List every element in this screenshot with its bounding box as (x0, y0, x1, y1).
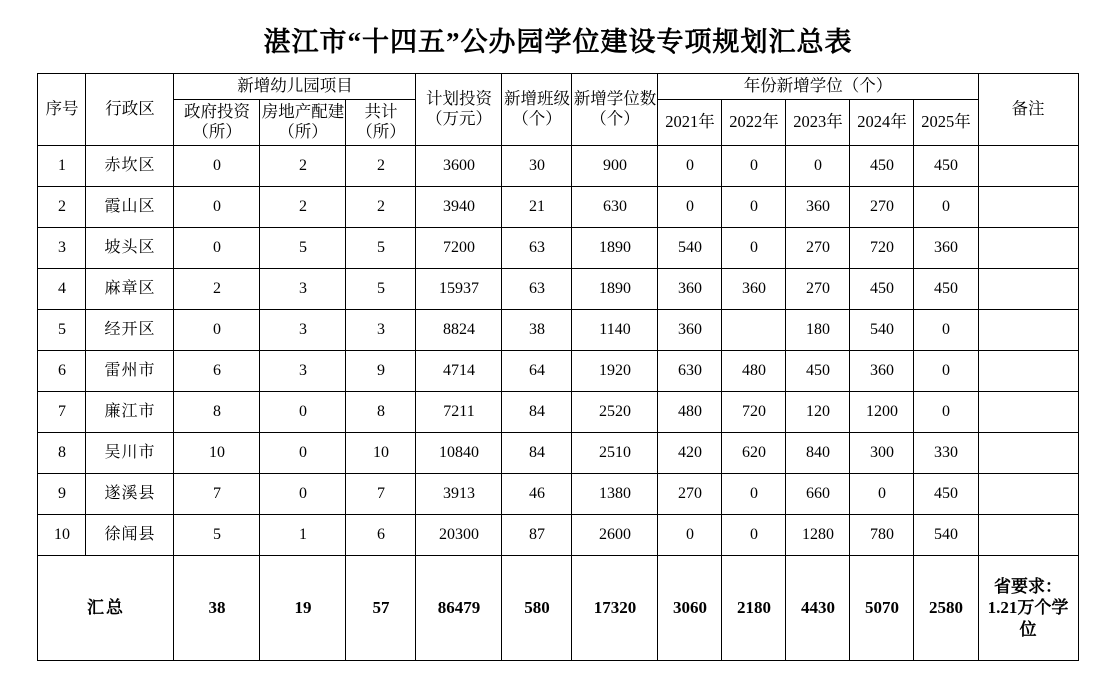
cell-gov: 7 (174, 473, 260, 514)
cell-investment: 15937 (416, 268, 502, 309)
cell-classes: 84 (502, 432, 572, 473)
cell-real-estate: 3 (260, 268, 346, 309)
summary-row (38, 555, 1078, 660)
cell-y2021: 540 (658, 227, 722, 268)
cell-investment: 3940 (416, 186, 502, 227)
table-row (38, 186, 1078, 227)
table-row (38, 309, 1078, 350)
cell-y2025: 0 (914, 309, 978, 350)
cell-gov: 10 (174, 432, 260, 473)
cell-seats: 1380 (572, 473, 658, 514)
cell-y2024: 360 (850, 350, 914, 391)
cell-seq: 2 (38, 186, 86, 227)
cell-investment: 3600 (416, 145, 502, 186)
cell-y2025: 0 (914, 391, 978, 432)
cell-gov: 8 (174, 391, 260, 432)
header-real-estate: 房地产配建（所） (260, 99, 346, 145)
cell-investment: 7200 (416, 227, 502, 268)
summary-subtotal: 57 (346, 555, 416, 660)
cell-y2023: 270 (786, 268, 850, 309)
cell-y2023: 0 (786, 145, 850, 186)
cell-y2024: 540 (850, 309, 914, 350)
cell-remark (978, 309, 1078, 350)
summary-y2021: 3060 (658, 555, 722, 660)
header-seq: 序号 (38, 74, 86, 146)
cell-y2023: 360 (786, 186, 850, 227)
cell-y2025: 450 (914, 145, 978, 186)
cell-y2025: 330 (914, 432, 978, 473)
cell-y2024: 0 (850, 473, 914, 514)
cell-district: 雷州市 (86, 350, 174, 391)
header-y2021: 2021年 (658, 99, 722, 145)
cell-y2023: 120 (786, 391, 850, 432)
header-remark: 备注 (978, 74, 1078, 146)
cell-seats: 1890 (572, 268, 658, 309)
summary-seats: 17320 (572, 555, 658, 660)
table-row (38, 514, 1078, 555)
cell-gov: 5 (174, 514, 260, 555)
cell-y2025: 450 (914, 268, 978, 309)
cell-y2021: 0 (658, 514, 722, 555)
cell-seq: 4 (38, 268, 86, 309)
cell-seats: 1140 (572, 309, 658, 350)
cell-subtotal: 9 (346, 350, 416, 391)
header-district: 行政区 (86, 74, 174, 146)
cell-y2021: 420 (658, 432, 722, 473)
planning-summary-table (37, 73, 1078, 661)
cell-y2021: 0 (658, 186, 722, 227)
cell-real-estate: 0 (260, 473, 346, 514)
cell-remark (978, 145, 1078, 186)
cell-investment: 10840 (416, 432, 502, 473)
cell-y2022 (722, 309, 786, 350)
cell-remark (978, 391, 1078, 432)
cell-real-estate: 0 (260, 391, 346, 432)
cell-gov: 2 (174, 268, 260, 309)
header-planned-investment: 计划投资（万元） (416, 74, 502, 146)
cell-real-estate: 3 (260, 350, 346, 391)
cell-subtotal: 2 (346, 186, 416, 227)
cell-district: 坡头区 (86, 227, 174, 268)
header-gov-investment: 政府投资（所） (174, 99, 260, 145)
cell-district: 霞山区 (86, 186, 174, 227)
cell-y2024: 450 (850, 145, 914, 186)
header-year-group (658, 74, 978, 100)
cell-investment: 8824 (416, 309, 502, 350)
cell-seq: 1 (38, 145, 86, 186)
cell-seq: 9 (38, 473, 86, 514)
cell-classes: 21 (502, 186, 572, 227)
cell-classes: 63 (502, 227, 572, 268)
cell-remark (978, 227, 1078, 268)
cell-y2025: 360 (914, 227, 978, 268)
header-new-kindergarten-group (174, 74, 416, 100)
header-new-classes: 新增班级（个） (502, 74, 572, 146)
header-subtotal: 共计（所） (346, 99, 416, 145)
cell-seq: 6 (38, 350, 86, 391)
cell-seq: 8 (38, 432, 86, 473)
cell-investment: 7211 (416, 391, 502, 432)
cell-y2023: 450 (786, 350, 850, 391)
header-y2025: 2025年 (914, 99, 978, 145)
header-new-kindergarten-group-label: 新增幼儿园项目 (237, 76, 353, 95)
cell-real-estate: 1 (260, 514, 346, 555)
cell-seats: 2510 (572, 432, 658, 473)
summary-y2023: 4430 (786, 555, 850, 660)
cell-subtotal: 7 (346, 473, 416, 514)
cell-subtotal: 3 (346, 309, 416, 350)
cell-classes: 30 (502, 145, 572, 186)
summary-gov: 38 (174, 555, 260, 660)
cell-y2022: 0 (722, 473, 786, 514)
cell-y2022: 0 (722, 145, 786, 186)
cell-investment: 4714 (416, 350, 502, 391)
table-body (38, 145, 1078, 660)
cell-y2023: 270 (786, 227, 850, 268)
cell-y2023: 840 (786, 432, 850, 473)
summary-label: 汇总 (38, 555, 174, 660)
table-row (38, 350, 1078, 391)
summary-remark: 省要求：1.21万个学位 (978, 555, 1078, 660)
header-new-seats: 新增学位数（个） (572, 74, 658, 146)
cell-seats: 630 (572, 186, 658, 227)
cell-gov: 0 (174, 227, 260, 268)
cell-y2021: 360 (658, 309, 722, 350)
cell-y2025: 0 (914, 350, 978, 391)
cell-classes: 63 (502, 268, 572, 309)
cell-gov: 0 (174, 309, 260, 350)
header-y2023: 2023年 (786, 99, 850, 145)
cell-subtotal: 2 (346, 145, 416, 186)
cell-y2023: 1280 (786, 514, 850, 555)
cell-classes: 84 (502, 391, 572, 432)
cell-real-estate: 5 (260, 227, 346, 268)
cell-y2021: 480 (658, 391, 722, 432)
cell-remark (978, 350, 1078, 391)
summary-real-estate: 19 (260, 555, 346, 660)
cell-y2024: 300 (850, 432, 914, 473)
cell-subtotal: 5 (346, 227, 416, 268)
header-y2022: 2022年 (722, 99, 786, 145)
cell-y2021: 630 (658, 350, 722, 391)
summary-y2022: 2180 (722, 555, 786, 660)
summary-classes: 580 (502, 555, 572, 660)
cell-seats: 1920 (572, 350, 658, 391)
cell-real-estate: 2 (260, 186, 346, 227)
table-row (38, 268, 1078, 309)
cell-seq: 3 (38, 227, 86, 268)
cell-investment: 20300 (416, 514, 502, 555)
cell-y2021: 360 (658, 268, 722, 309)
table-row (38, 145, 1078, 186)
cell-y2022: 0 (722, 186, 786, 227)
cell-seq: 10 (38, 514, 86, 555)
cell-y2022: 480 (722, 350, 786, 391)
header-row-1 (38, 74, 1078, 100)
table-row (38, 473, 1078, 514)
cell-y2025: 0 (914, 186, 978, 227)
cell-subtotal: 10 (346, 432, 416, 473)
cell-y2024: 720 (850, 227, 914, 268)
cell-y2024: 780 (850, 514, 914, 555)
cell-remark (978, 186, 1078, 227)
cell-remark (978, 514, 1078, 555)
cell-subtotal: 8 (346, 391, 416, 432)
cell-y2022: 0 (722, 227, 786, 268)
cell-y2022: 0 (722, 514, 786, 555)
cell-seq: 5 (38, 309, 86, 350)
cell-remark (978, 432, 1078, 473)
cell-seats: 2520 (572, 391, 658, 432)
summary-y2025: 2580 (914, 555, 978, 660)
cell-gov: 0 (174, 186, 260, 227)
cell-classes: 46 (502, 473, 572, 514)
cell-seats: 2600 (572, 514, 658, 555)
cell-classes: 87 (502, 514, 572, 555)
cell-y2024: 1200 (850, 391, 914, 432)
cell-district: 麻章区 (86, 268, 174, 309)
cell-seats: 900 (572, 145, 658, 186)
header-year-group-label: 年份新增学位（个） (743, 76, 893, 95)
cell-seats: 1890 (572, 227, 658, 268)
cell-y2023: 660 (786, 473, 850, 514)
cell-district: 经开区 (86, 309, 174, 350)
page-title: 湛江市“十四五”公办园学位建设专项规划汇总表 (263, 27, 853, 57)
summary-y2024: 5070 (850, 555, 914, 660)
cell-real-estate: 2 (260, 145, 346, 186)
cell-classes: 64 (502, 350, 572, 391)
cell-seq: 7 (38, 391, 86, 432)
cell-y2021: 270 (658, 473, 722, 514)
cell-y2024: 270 (850, 186, 914, 227)
cell-subtotal: 5 (346, 268, 416, 309)
table-header (38, 74, 1078, 146)
cell-y2024: 450 (850, 268, 914, 309)
cell-district: 遂溪县 (86, 473, 174, 514)
header-y2024: 2024年 (850, 99, 914, 145)
cell-y2022: 360 (722, 268, 786, 309)
cell-gov: 0 (174, 145, 260, 186)
cell-gov: 6 (174, 350, 260, 391)
cell-district: 廉江市 (86, 391, 174, 432)
cell-y2022: 720 (722, 391, 786, 432)
cell-subtotal: 6 (346, 514, 416, 555)
cell-remark (978, 268, 1078, 309)
cell-district: 吴川市 (86, 432, 174, 473)
summary-investment: 86479 (416, 555, 502, 660)
cell-y2022: 620 (722, 432, 786, 473)
cell-y2021: 0 (658, 145, 722, 186)
cell-real-estate: 0 (260, 432, 346, 473)
table-row (38, 227, 1078, 268)
cell-y2025: 540 (914, 514, 978, 555)
cell-investment: 3913 (416, 473, 502, 514)
table-row (38, 391, 1078, 432)
cell-district: 赤坎区 (86, 145, 174, 186)
cell-real-estate: 3 (260, 309, 346, 350)
cell-classes: 38 (502, 309, 572, 350)
cell-remark (978, 473, 1078, 514)
cell-district: 徐闻县 (86, 514, 174, 555)
cell-y2023: 180 (786, 309, 850, 350)
table-row (38, 432, 1078, 473)
cell-y2025: 450 (914, 473, 978, 514)
